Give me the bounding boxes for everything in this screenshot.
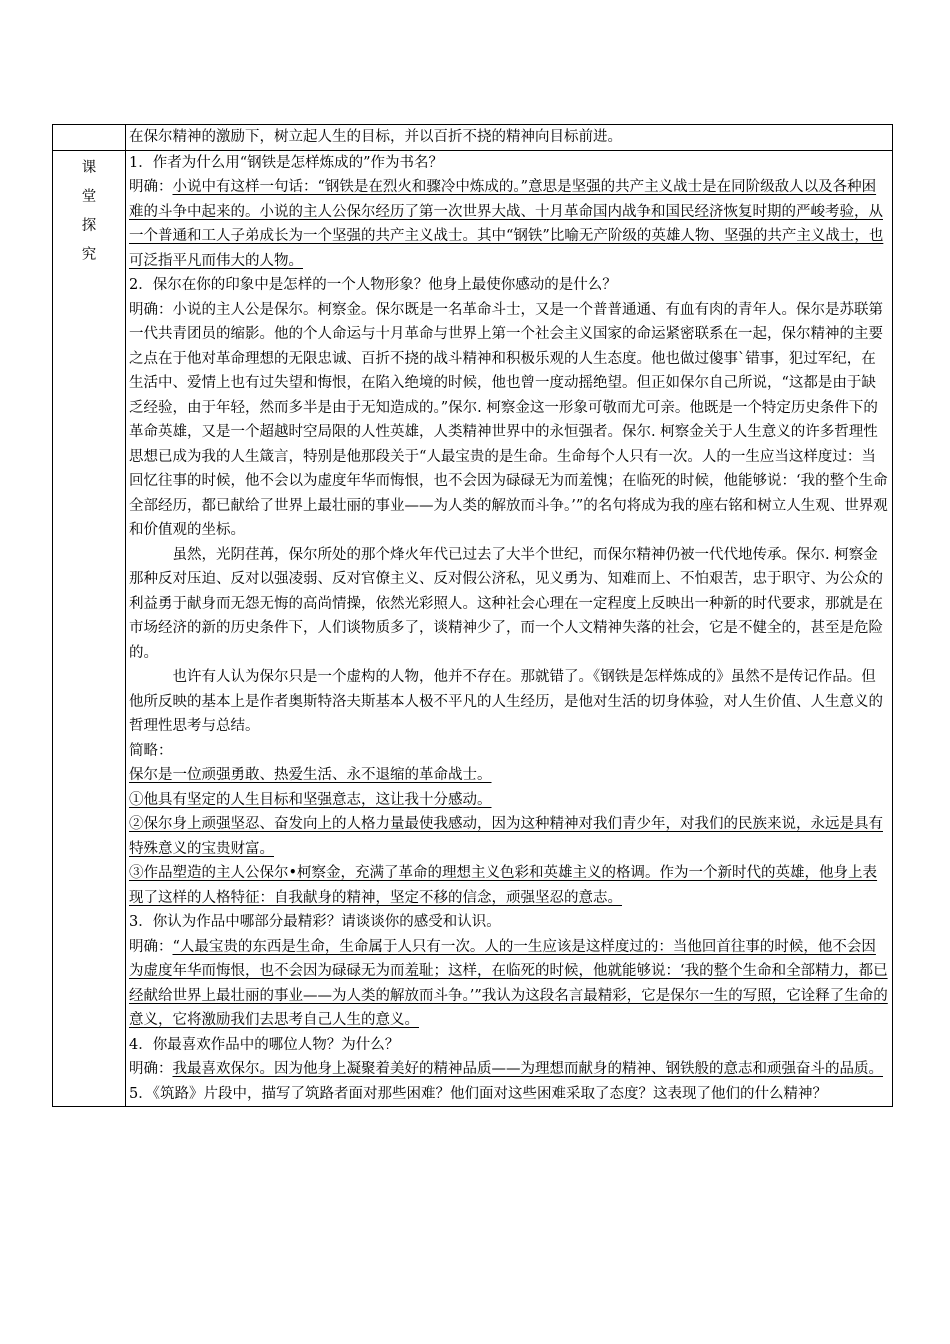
question-5: 5．《筑路》片段中，描写了筑路者面对那些困难？他们面对这些困难采取了态度？这表现了他们的什么精神？	[129, 1085, 827, 1102]
table-row	[53, 125, 893, 151]
question-4: 4．你最喜欢作品中的哪位人物？为什么？	[129, 1036, 400, 1053]
section-label-char: 课	[81, 159, 97, 176]
answer-3	[129, 935, 890, 1033]
goal-text: 在保尔精神的激励下，树立起人生的目标，并以百折不挠的精神向目标前进。	[129, 129, 622, 145]
question-2: 2．保尔在你的印象中是怎样的一个人物形象？他身上最使你感动的是什么？	[129, 277, 617, 293]
summary-item: ①他具有坚定的人生目标和坚强意志，这让我十分感动。	[129, 791, 492, 808]
section-label-char: 堂	[81, 188, 97, 205]
answer-prefix: 明确：	[129, 1061, 173, 1077]
summary-item: ②保尔身上顽强坚忍、奋发向上的人格力量最使我感动，因为这种精神对我们青少年，对我们的民族来说，永远是具有特殊意义的宝贵财富。	[129, 816, 883, 857]
question-1: 1．作者为什么用“钢铁是怎样炼成的”作为书名？	[129, 154, 444, 171]
answer-text: 我最喜欢保尔。因为他身上凝聚着美好的精神品质——为理想而献身的精神、钢铁般的意志和顽强奋斗的品质。	[172, 1061, 883, 1077]
row-label	[53, 125, 125, 128]
answer-2-paragraph: 虽然，光阴荏苒，保尔所处的那个烽火年代已过去了大半个世纪，而保尔精神仍被一代代地传承。保尔. 柯察金那种反对压迫、反对以强凌弱、反对官僚主义、反对假公济私，见义勇为、知难而上、不怕艰苦，忠于职守、为公众的利益勇于献身而无怨无悔的高尚情操，依然光彩照人。这种社会心理在一定程度上反映出一种新的时代要求，那就是在市场经济的新的历史条件下，人们谈物质多了，谈精神少了，而一个人文精神失落的社会，它是不健全的，甚至是危险的。	[129, 546, 883, 661]
answer-2-paragraph: 也许有人认为保尔只是一个虚构的人物，他并不存在。那就错了。《钢铁是怎样炼成的》虽然不是传记作品。但他所反映的基本上是作者奥斯特洛夫斯基本人极不平凡的人生经历，是他对生活的切身体验，对人生价值、人生意义的哲理性思考与总结。	[129, 669, 883, 734]
answer-prefix: 明确：	[129, 938, 173, 955]
row-label-cell	[53, 150, 126, 1107]
section-label	[53, 151, 125, 270]
answer-2-paragraph: 明确：小说的主人公是保尔。柯察金。保尔既是一名革命斗士，又是一个普普通通、有血有肉的青年人。保尔是苏联第一代共青团员的缩影。他的个人命运与十月革命与世界上第一个社会主义国家的命运紧密联系在一起，保尔精神的主要之点在于他对革命理想的无限忠诚、百折不挠的战斗精神和积极乐观的人生态度。他也做过傻事`错事，犯过军纪，在生活中、爱情上也有过失望和悔恨，在陷入绝境的时候，他也曾一度动摇绝望。但正如保尔自己所说，“这都是由于缺乏经验，由于年轻，然而多半是由于无知造成的。”保尔. 柯察金这一形象可敬而尤可亲。他既是一个特定历史条件下的革命英雄，又是一个超越时空局限的人性英雄，人类精神世界中的永恒强者。保尔. 柯察金关于人生意义的许多哲理性思想已成为我的人生箴言，特别是他那段关于“人最宝贵的是生命。生命每个人只有一次。人的一生应当这样度过：当回忆往事的时候，他不会以为虚度年华而悔恨，也不会因为碌碌无为而羞愧；在临死的时候，他能够说：‘我的整个生命全部经历，都已献给了世界上最壮丽的事业——为人类的解放而斗争。’”的名句将成为我的座右铭和树立人生观、世界观和价值观的坐标。	[129, 301, 888, 538]
summary-item: ③作品塑造的主人公保尔•柯察金，充满了革命的理想主义色彩和英雄主义的格调。作为一个新时代的英雄，他身上表现了这样的人格特征：自我献身的精神，坚定不移的信念，顽强坚忍的意志。	[129, 865, 878, 906]
summary-item: 保尔是一位顽强勇敢、热爱生活、永不退缩的革命战士。	[129, 767, 492, 783]
lesson-table	[52, 124, 893, 1107]
row-label-cell	[53, 125, 126, 151]
row-content-cell	[126, 125, 893, 151]
question-3: 3．你认为作品中哪部分最精彩？请谈谈你的感受和认识。	[129, 914, 501, 930]
section-label-char: 探	[81, 217, 97, 234]
answer-4	[129, 1057, 890, 1082]
answer-1	[129, 175, 890, 273]
answer-text: 小说中有这样一句话：“钢铁是在烈火和骤冷中炼成的。”意思是坚强的共产主义战士是在同阶级敌人以及各种困难的斗争中起来的。小说的主人公保尔经历了第一次世界大战、十月革命国内战争和国民经济恢复时期的严峻考验，从一个普通和工人子弟成长为一个坚强的共产主义战士。其中“钢铁”比喻无产阶级的英雄人物、坚强的共产主义战士，也可泛指平凡而伟大的人物。	[129, 179, 884, 269]
row-content-cell	[126, 150, 893, 1107]
answer-text: “人最宝贵的东西是生命，生命属于人只有一次。人的一生应该是这样度过的：当他回首往事的时候，他不会因为虚度年华而悔恨，也不会因为碌碌无为而羞耻；这样，在临死的时候，他就能够说：‘我的整个生命和全部精力，都已经献给世界上最壮丽的事业——为人类的解放而斗争。’”我认为这段名言最精彩，它是保尔一生的写照，它诠释了生命的意义，它将激励我们去思考自己人生的意义。	[129, 938, 888, 1028]
summary-label: 简略：	[129, 742, 173, 759]
table-row	[53, 150, 893, 1107]
section-label-char: 究	[81, 246, 97, 263]
answer-prefix: 明确：	[129, 179, 173, 195]
